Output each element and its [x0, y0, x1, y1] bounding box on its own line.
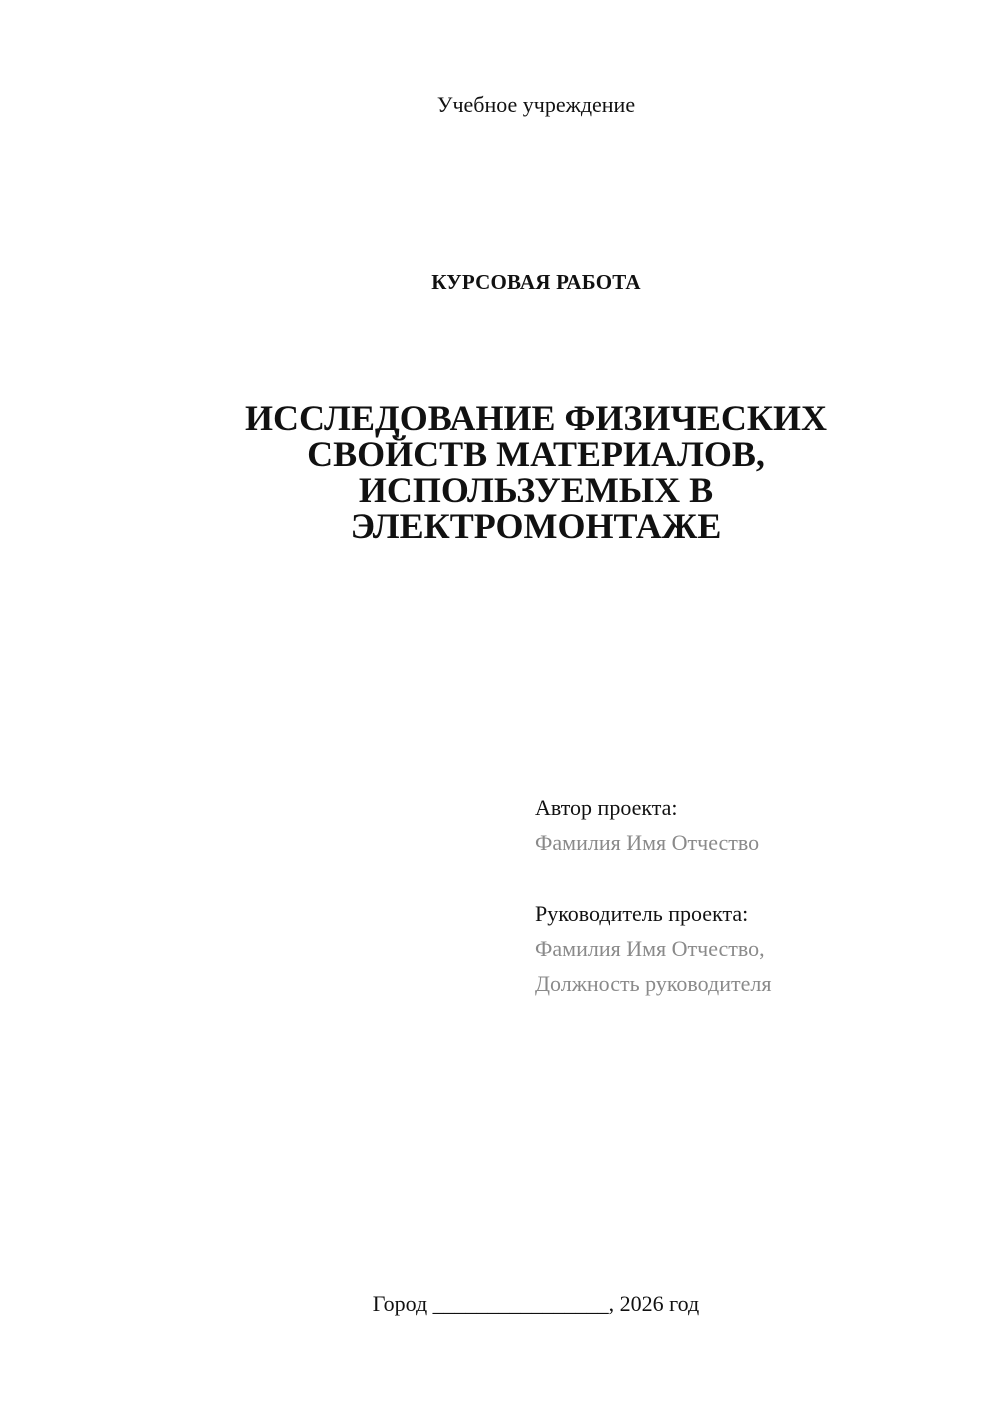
city-year-line: Город ________________, 2026 год [372, 1291, 700, 1316]
title-line: ЭЛЕКТРОМОНТАЖЕ [350, 506, 722, 546]
document-title [200, 400, 872, 544]
supervisor-position: Должность руководителя [535, 971, 772, 996]
supervisor-label: Руководитель проекта: [535, 901, 749, 926]
author-name: Фамилия Имя Отчество [535, 830, 760, 855]
title-line: СВОЙСТВ МАТЕРИАЛОВ, [307, 434, 765, 474]
title-line: ИСПОЛЬЗУЕМЫХ В [358, 470, 714, 510]
title-line: ИССЛЕДОВАНИЕ ФИЗИЧЕСКИХ [245, 398, 827, 438]
supervisor-name: Фамилия Имя Отчество, [535, 936, 765, 961]
author-label: Автор проекта: [535, 795, 678, 820]
institution-name: Учебное учреждение [436, 92, 636, 117]
spacer [535, 860, 975, 896]
project-credits [535, 790, 975, 1001]
document-type: КУРСОВАЯ РАБОТА [431, 270, 641, 294]
